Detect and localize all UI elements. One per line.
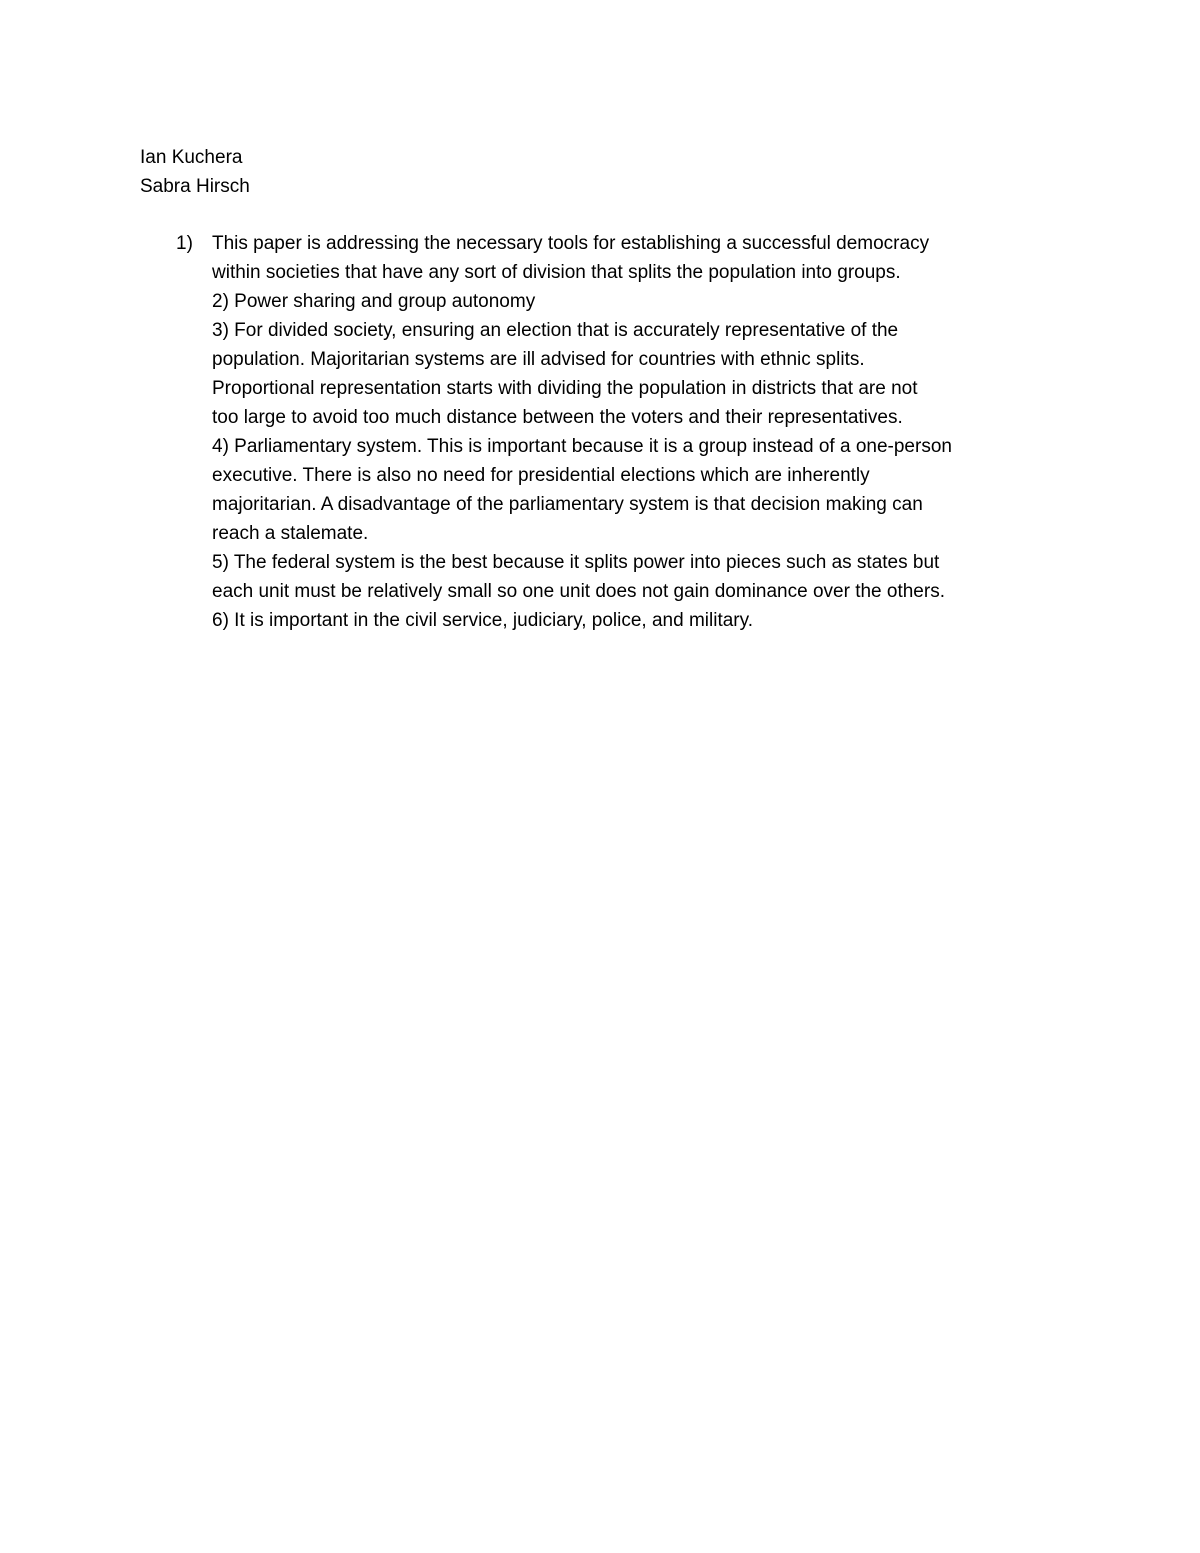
list-item-number: 1) xyxy=(176,233,193,254)
text-line: 2) Power sharing and group autonomy xyxy=(212,291,536,312)
text-line: executive. There is also no need for presidential elections which are inherently xyxy=(212,465,870,486)
text-line: 4) Parliamentary system. This is important because it is a group instead of a one-person xyxy=(212,436,952,457)
text-line: reach a stalemate. xyxy=(212,523,369,544)
text-line: each unit must be relatively small so one unit does not gain dominance over the others. xyxy=(212,581,945,602)
instructor-name: Sabra Hirsch xyxy=(140,176,250,197)
text-line: Proportional representation starts with dividing the population in districts that are not xyxy=(212,378,918,399)
text-line: within societies that have any sort of division that splits the population into groups. xyxy=(212,262,901,283)
answer-list xyxy=(140,229,1060,635)
text-line: This paper is addressing the necessary tools for establishing a successful democracy xyxy=(212,233,930,254)
author-name: Ian Kuchera xyxy=(140,147,243,168)
list-item xyxy=(140,229,1060,635)
text-line: too large to avoid too much distance between the voters and their representatives. xyxy=(212,407,903,428)
text-line: 5) The federal system is the best because it splits power into pieces such as states but xyxy=(212,552,940,573)
document-header xyxy=(140,143,250,201)
text-line: 3) For divided society, ensuring an election that is accurately representative of the xyxy=(212,320,899,341)
text-line: 6) It is important in the civil service, judiciary, police, and military. xyxy=(212,610,753,631)
text-line: majoritarian. A disadvantage of the parliamentary system is that decision making can xyxy=(212,494,923,515)
text-line: population. Majoritarian systems are ill advised for countries with ethnic splits. xyxy=(212,349,865,370)
